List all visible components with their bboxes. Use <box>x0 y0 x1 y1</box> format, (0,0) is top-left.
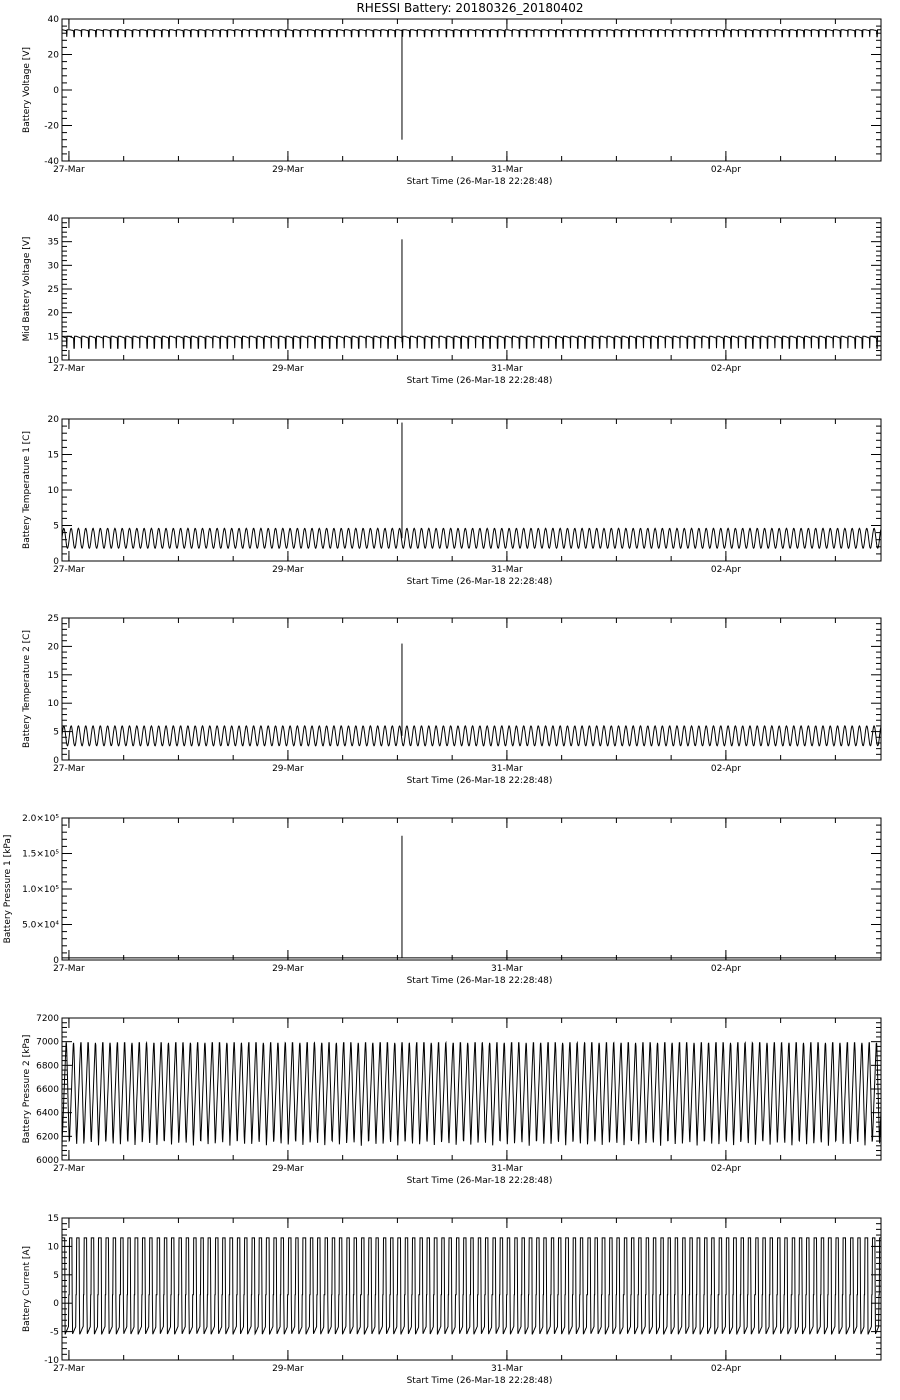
y-tick-label: 15 <box>47 332 59 343</box>
x-axis-title: Start Time (26-Mar-18 22:28:48) <box>406 776 553 786</box>
x-axis-title: Start Time (26-Mar-18 22:28:48) <box>406 376 553 386</box>
y-tick-label: 25 <box>47 614 59 624</box>
x-tick-label: 27-Mar <box>53 1364 85 1374</box>
x-axis-title: Start Time (26-Mar-18 22:28:48) <box>406 577 553 587</box>
x-axis-title: Start Time (26-Mar-18 22:28:48) <box>406 1176 553 1186</box>
y-tick-label: 20 <box>47 415 59 425</box>
y-tick-label: 15 <box>47 1214 59 1224</box>
x-tick-label: 29-Mar <box>272 1364 304 1374</box>
panel-3 <box>22 415 881 587</box>
y-axis-title: Battery Pressure 2 [kPa] <box>22 1034 32 1144</box>
series-line <box>62 1238 881 1335</box>
y-tick-label: -5 <box>50 1327 59 1338</box>
x-tick-label: 29-Mar <box>272 364 304 374</box>
x-tick-label: 31-Mar <box>491 964 523 974</box>
x-tick-label: 29-Mar <box>272 1164 304 1174</box>
x-tick-label: 29-Mar <box>272 764 304 774</box>
y-tick-label: 20 <box>47 308 59 319</box>
y-tick-label: 6800 <box>36 1061 59 1072</box>
y-tick-label: 35 <box>47 237 59 248</box>
plot-frame <box>62 818 881 960</box>
y-tick-label: -40 <box>44 157 59 167</box>
x-tick-label: 31-Mar <box>491 1164 523 1174</box>
panel-4 <box>22 614 881 786</box>
y-tick-label: 0 <box>53 1299 59 1310</box>
x-tick-label: 31-Mar <box>491 565 523 575</box>
y-tick-label: 1.5×10⁵ <box>22 849 59 860</box>
x-tick-label: 31-Mar <box>491 165 523 175</box>
x-tick-label: 27-Mar <box>53 364 85 374</box>
y-tick-label: 20 <box>47 642 59 653</box>
x-tick-label: 31-Mar <box>491 764 523 774</box>
x-tick-label: 02-Apr <box>710 364 741 374</box>
plot-frame <box>62 419 881 561</box>
figure-title: RHESSI Battery: 20180326_20180402 <box>356 1 584 15</box>
y-tick-label: 0 <box>53 86 59 96</box>
panels-group <box>3 15 881 1386</box>
x-axis-title: Start Time (26-Mar-18 22:28:48) <box>406 177 553 187</box>
y-tick-label: 25 <box>47 285 59 295</box>
x-tick-label: 02-Apr <box>710 764 741 774</box>
y-axis-title: Battery Temperature 1 [C] <box>22 431 32 549</box>
y-tick-label: 10 <box>47 1242 59 1253</box>
y-axis-title: Battery Temperature 2 [C] <box>22 630 32 748</box>
y-tick-label: 40 <box>47 15 59 25</box>
y-tick-label: 10 <box>47 486 59 496</box>
y-tick-label: 7200 <box>36 1014 59 1024</box>
y-tick-label: 6200 <box>36 1132 59 1143</box>
y-tick-label: 0 <box>53 557 59 567</box>
x-tick-label: 27-Mar <box>53 565 85 575</box>
series-line <box>62 336 881 348</box>
x-axis-title: Start Time (26-Mar-18 22:28:48) <box>406 1376 553 1386</box>
x-tick-label: 27-Mar <box>53 964 85 974</box>
y-axis-title: Battery Pressure 1 [kPa] <box>3 834 13 944</box>
x-tick-label: 02-Apr <box>710 565 741 575</box>
y-tick-label: 5.0×10⁴ <box>22 920 59 931</box>
x-tick-label: 02-Apr <box>710 964 741 974</box>
x-axis-title: Start Time (26-Mar-18 22:28:48) <box>406 976 553 986</box>
y-tick-label: -20 <box>44 121 59 132</box>
y-tick-label: 6400 <box>36 1108 59 1119</box>
y-tick-label: 0 <box>53 756 59 766</box>
x-tick-label: 31-Mar <box>491 364 523 374</box>
y-tick-label: 5 <box>53 521 59 532</box>
x-tick-label: 27-Mar <box>53 764 85 774</box>
panel-7 <box>22 1214 881 1386</box>
y-tick-label: 20 <box>47 50 59 61</box>
y-tick-label: 1.0×10⁵ <box>22 885 59 895</box>
y-tick-label: 40 <box>47 214 59 224</box>
y-tick-label: 15 <box>47 450 59 461</box>
x-tick-label: 02-Apr <box>710 1364 741 1374</box>
panel-6 <box>22 1014 881 1186</box>
y-tick-label: 2.0×10⁵ <box>22 814 59 824</box>
x-tick-label: 02-Apr <box>710 165 741 175</box>
panel-5 <box>3 814 881 986</box>
y-tick-label: 5 <box>53 727 59 738</box>
series-line <box>62 1043 881 1146</box>
x-tick-label: 02-Apr <box>710 1164 741 1174</box>
y-tick-label: 30 <box>47 261 59 272</box>
plot-frame <box>62 218 881 360</box>
y-axis-title: Battery Voltage [V] <box>22 47 32 133</box>
x-tick-label: 27-Mar <box>53 1164 85 1174</box>
y-tick-label: 6600 <box>36 1085 59 1095</box>
x-tick-label: 29-Mar <box>272 565 304 575</box>
x-tick-label: 31-Mar <box>491 1364 523 1374</box>
y-tick-label: 0 <box>53 956 59 966</box>
series-line <box>62 528 881 548</box>
y-axis-title: Battery Current [A] <box>22 1245 32 1333</box>
panel-2 <box>22 214 881 386</box>
y-tick-label: 10 <box>47 699 59 710</box>
y-tick-label: 10 <box>47 356 59 366</box>
series-line <box>62 726 881 746</box>
y-tick-label: -10 <box>44 1356 59 1366</box>
x-tick-label: 29-Mar <box>272 165 304 175</box>
y-tick-label: 15 <box>47 670 59 681</box>
x-tick-label: 27-Mar <box>53 165 85 175</box>
series-line <box>62 30 881 37</box>
plot-frame <box>62 19 881 161</box>
plot-frame <box>62 618 881 760</box>
panel-1 <box>22 15 881 187</box>
y-tick-label: 7000 <box>36 1037 59 1048</box>
y-axis-title: Mid Battery Voltage [V] <box>22 236 32 342</box>
y-tick-label: 5 <box>53 1270 59 1281</box>
y-tick-label: 6000 <box>36 1156 59 1166</box>
x-tick-label: 29-Mar <box>272 964 304 974</box>
